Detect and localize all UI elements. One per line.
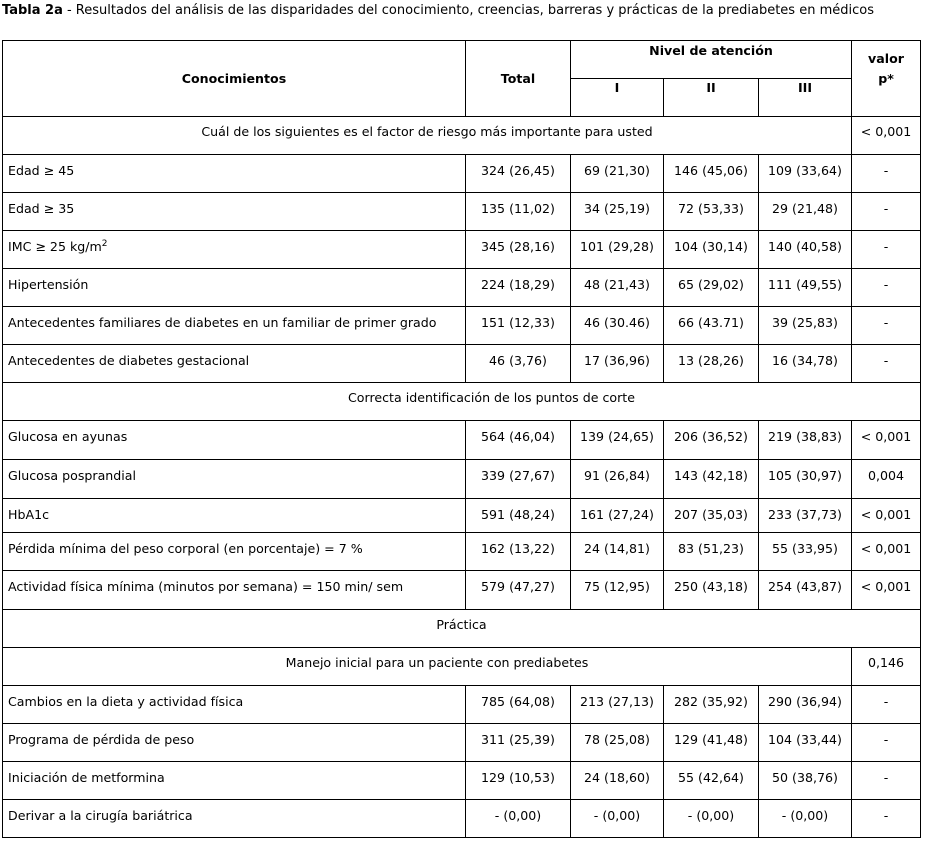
cell-nivel-ii: 206 (36,52) <box>664 421 759 460</box>
cell-nivel-i: 101 (29,28) <box>571 231 664 269</box>
table-row <box>3 155 921 193</box>
row-label: Iniciación de metformina <box>3 762 466 800</box>
cell-total: 345 (28,16) <box>466 231 571 269</box>
table-row <box>3 533 921 571</box>
cell-nivel-iii: 55 (33,95) <box>759 533 852 571</box>
cell-nivel-i: 161 (27,24) <box>571 499 664 533</box>
table-row <box>3 800 921 838</box>
section-title: Práctica <box>3 610 921 648</box>
cell-p-value: - <box>852 686 921 724</box>
cell-nivel-i: 34 (25,19) <box>571 193 664 231</box>
header-nivel-iii: III <box>759 79 852 117</box>
cell-nivel-iii: 290 (36,94) <box>759 686 852 724</box>
cell-nivel-ii: 282 (35,92) <box>664 686 759 724</box>
cell-total: 162 (13,22) <box>466 533 571 571</box>
cell-nivel-ii: 13 (28,26) <box>664 345 759 383</box>
cell-p-value: - <box>852 800 921 838</box>
cell-p-value: - <box>852 193 921 231</box>
cell-nivel-i: 213 (27,13) <box>571 686 664 724</box>
cell-p-value: - <box>852 231 921 269</box>
cell-total: 579 (47,27) <box>466 571 571 610</box>
section-title: Cuál de los siguientes es el factor de riesgo más importante para usted <box>3 117 852 155</box>
row-label-text: IMC ≥ 25 kg/m <box>8 239 102 254</box>
cell-nivel-i: 75 (12,95) <box>571 571 664 610</box>
row-label: Antecedentes de diabetes gestacional <box>3 345 466 383</box>
section-row-factor-riesgo <box>3 117 921 155</box>
cell-total: 151 (12,33) <box>466 307 571 345</box>
cell-nivel-ii: 250 (43,18) <box>664 571 759 610</box>
row-label: Antecedentes familiares de diabetes en un familiar de primer grado <box>3 307 466 345</box>
header-total: Total <box>466 41 571 117</box>
cell-nivel-i: 139 (24,65) <box>571 421 664 460</box>
cell-total: 311 (25,39) <box>466 724 571 762</box>
row-label: HbA1c <box>3 499 466 533</box>
cell-p-value: < 0,001 <box>852 421 921 460</box>
section-p-value: 0,146 <box>852 648 921 686</box>
cell-nivel-i: 24 (18,60) <box>571 762 664 800</box>
table-row <box>3 269 921 307</box>
header-nivel-atencion: Nivel de atención <box>571 41 852 79</box>
table-row <box>3 307 921 345</box>
cell-nivel-i: 78 (25,08) <box>571 724 664 762</box>
cell-p-value: - <box>852 307 921 345</box>
row-label: Cambios en la dieta y actividad física <box>3 686 466 724</box>
cell-nivel-i: 17 (36,96) <box>571 345 664 383</box>
cell-nivel-iii: 233 (37,73) <box>759 499 852 533</box>
cell-nivel-ii: 143 (42,18) <box>664 460 759 499</box>
table-row <box>3 193 921 231</box>
cell-total: 224 (18,29) <box>466 269 571 307</box>
row-label: Edad ≥ 35 <box>3 193 466 231</box>
section-title: Correcta identificación de los puntos de corte <box>3 383 921 421</box>
header-valor-p <box>852 41 921 117</box>
row-label: Hipertensión <box>3 269 466 307</box>
cell-p-value: < 0,001 <box>852 533 921 571</box>
cell-p-value: - <box>852 762 921 800</box>
row-label: Edad ≥ 45 <box>3 155 466 193</box>
section-row-puntos-corte <box>3 383 921 421</box>
cell-nivel-iii: - (0,00) <box>759 800 852 838</box>
cell-total: 135 (11,02) <box>466 193 571 231</box>
cell-nivel-iii: 105 (30,97) <box>759 460 852 499</box>
cell-total: 324 (26,45) <box>466 155 571 193</box>
cell-nivel-iii: 29 (21,48) <box>759 193 852 231</box>
cell-p-value: - <box>852 155 921 193</box>
results-table <box>2 40 921 838</box>
cell-nivel-ii: 72 (53,33) <box>664 193 759 231</box>
row-label: Programa de pérdida de peso <box>3 724 466 762</box>
cell-nivel-iii: 104 (33,44) <box>759 724 852 762</box>
cell-nivel-i: - (0,00) <box>571 800 664 838</box>
cell-nivel-ii: 65 (29,02) <box>664 269 759 307</box>
cell-nivel-ii: 104 (30,14) <box>664 231 759 269</box>
row-label-superscript: 2 <box>101 238 108 249</box>
cell-total: 339 (27,67) <box>466 460 571 499</box>
cell-nivel-iii: 16 (34,78) <box>759 345 852 383</box>
cell-total: - (0,00) <box>466 800 571 838</box>
cell-nivel-iii: 140 (40,58) <box>759 231 852 269</box>
row-label <box>3 231 466 269</box>
header-p: p* <box>878 71 894 86</box>
cell-p-value: - <box>852 345 921 383</box>
table-row <box>3 499 921 533</box>
table-caption-text: - Resultados del análisis de las disparidades del conocimiento, creencias, barreras y prácticas de la prediabetes en médicos <box>62 3 874 18</box>
table-row <box>3 460 921 499</box>
cell-nivel-iii: 219 (38,83) <box>759 421 852 460</box>
row-label: Actividad física mínima (minutos por semana) = 150 min/ sem <box>3 571 466 610</box>
section-title: Manejo inicial para un paciente con prediabetes <box>3 648 852 686</box>
section-p-value: < 0,001 <box>852 117 921 155</box>
cell-nivel-ii: 207 (35,03) <box>664 499 759 533</box>
table-row <box>3 231 921 269</box>
row-label: Derivar a la cirugía bariátrica <box>3 800 466 838</box>
cell-nivel-ii: 129 (41,48) <box>664 724 759 762</box>
cell-total: 785 (64,08) <box>466 686 571 724</box>
cell-nivel-i: 91 (26,84) <box>571 460 664 499</box>
table-row <box>3 421 921 460</box>
cell-nivel-ii: 55 (42,64) <box>664 762 759 800</box>
cell-total: 129 (10,53) <box>466 762 571 800</box>
header-nivel-ii: II <box>664 79 759 117</box>
table-row <box>3 571 921 610</box>
row-label: Glucosa en ayunas <box>3 421 466 460</box>
cell-nivel-iii: 254 (43,87) <box>759 571 852 610</box>
row-label: Pérdida mínima del peso corporal (en porcentaje) = 7 % <box>3 533 466 571</box>
cell-nivel-ii: 146 (45,06) <box>664 155 759 193</box>
cell-nivel-iii: 111 (49,55) <box>759 269 852 307</box>
cell-p-value: - <box>852 269 921 307</box>
cell-total: 591 (48,24) <box>466 499 571 533</box>
table-caption <box>2 3 874 18</box>
cell-nivel-i: 69 (21,30) <box>571 155 664 193</box>
cell-nivel-iii: 109 (33,64) <box>759 155 852 193</box>
cell-nivel-iii: 39 (25,83) <box>759 307 852 345</box>
cell-nivel-i: 46 (30.46) <box>571 307 664 345</box>
table-row <box>3 345 921 383</box>
row-label: Glucosa posprandial <box>3 460 466 499</box>
section-row-practica <box>3 610 921 648</box>
cell-p-value: - <box>852 724 921 762</box>
header-conocimientos: Conocimientos <box>3 41 466 117</box>
table-row <box>3 686 921 724</box>
table-row <box>3 724 921 762</box>
cell-total: 564 (46,04) <box>466 421 571 460</box>
cell-nivel-i: 48 (21,43) <box>571 269 664 307</box>
table-row <box>3 762 921 800</box>
header-nivel-i: I <box>571 79 664 117</box>
header-valor: valor <box>868 51 904 66</box>
table-caption-label: Tabla 2a <box>2 3 63 18</box>
cell-nivel-ii: 83 (51,23) <box>664 533 759 571</box>
section-row-manejo <box>3 648 921 686</box>
cell-total: 46 (3,76) <box>466 345 571 383</box>
cell-nivel-ii: 66 (43.71) <box>664 307 759 345</box>
cell-p-value: < 0,001 <box>852 499 921 533</box>
cell-p-value: 0,004 <box>852 460 921 499</box>
cell-nivel-ii: - (0,00) <box>664 800 759 838</box>
cell-nivel-iii: 50 (38,76) <box>759 762 852 800</box>
cell-nivel-i: 24 (14,81) <box>571 533 664 571</box>
cell-p-value: < 0,001 <box>852 571 921 610</box>
